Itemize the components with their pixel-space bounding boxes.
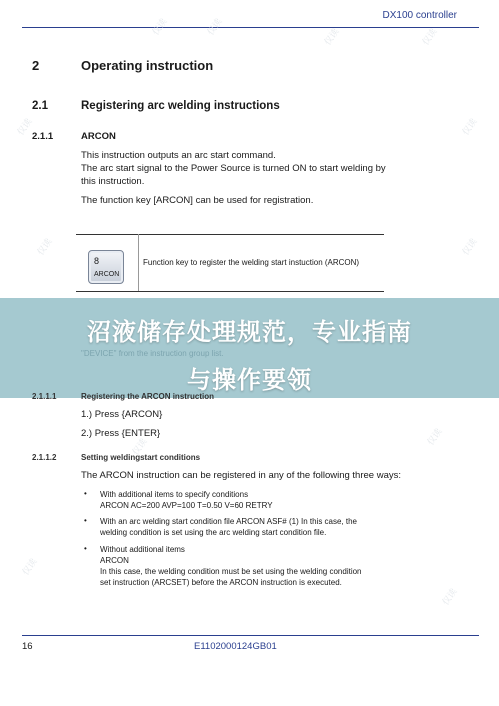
sub-1111-title: Registering the ARCON instruction bbox=[81, 392, 215, 401]
bullet-dot: • bbox=[84, 544, 87, 553]
watermark: 仅读 bbox=[322, 26, 341, 48]
footer-doc-code: E1102000124GB01 bbox=[194, 641, 277, 652]
watermark: 仅读 bbox=[425, 426, 444, 448]
watermark: 仅读 bbox=[15, 116, 34, 138]
bullet-line: set instruction (ARCSET) before the ARCON instruction is executed. bbox=[100, 578, 342, 587]
body-line: The function key [ARCON] can be used for registration. bbox=[81, 195, 314, 206]
bullet-line: ARCON bbox=[100, 556, 129, 565]
table-column-divider bbox=[138, 234, 139, 291]
watermark: 仅读 bbox=[460, 236, 479, 258]
header-rule bbox=[22, 27, 479, 28]
footer-rule bbox=[22, 635, 479, 636]
bullet-line: Without additional items bbox=[100, 545, 185, 554]
subsubsection-number: 2.1.1 bbox=[32, 131, 54, 142]
watermark: 仅读 bbox=[205, 16, 224, 38]
bullet-line: With additional items to specify conditions bbox=[100, 490, 249, 499]
key-label: ARCON bbox=[94, 271, 120, 278]
sub-1112-intro: The ARCON instruction can be registered in any of the following three ways: bbox=[81, 470, 401, 481]
watermark: 仅读 bbox=[20, 556, 39, 578]
bullet-dot: • bbox=[84, 489, 87, 498]
body-line: this instruction. bbox=[81, 176, 145, 187]
subsubsection-title: ARCON bbox=[81, 131, 116, 142]
sub-1112-title: Setting weldingstart conditions bbox=[81, 453, 201, 462]
arcon-key-icon bbox=[88, 250, 124, 284]
sub-1111-number: 2.1.1.1 bbox=[32, 392, 57, 401]
bullet-line: With an arc welding start condition file ARCON ASF# (1) In this case, the bbox=[100, 517, 357, 526]
bullet-line: In this case, the welding condition must be set using the welding condition bbox=[100, 567, 362, 576]
banner-title-line-1: 沼液储存处理规范，专业指南 bbox=[87, 319, 412, 346]
body-line: The arc start signal to the Power Source is turned ON to start welding by bbox=[81, 163, 386, 174]
bullet-line: welding condition is set using the arc welding start condition file. bbox=[100, 528, 327, 537]
banner-title-line-2: 与操作要领 bbox=[187, 367, 312, 394]
section-number: 2 bbox=[32, 58, 40, 73]
table-bottom-rule bbox=[76, 291, 384, 292]
step-2: 2.) Press {ENTER} bbox=[81, 428, 161, 439]
key-number: 8 bbox=[94, 256, 100, 266]
footer-page-number: 16 bbox=[22, 641, 33, 652]
header-title: DX100 controller bbox=[382, 10, 457, 21]
body-line: This instruction outputs an arc start command. bbox=[81, 150, 276, 161]
section-title: Operating instruction bbox=[81, 58, 214, 73]
subsection-title: Registering arc welding instructions bbox=[81, 100, 280, 112]
step-1: 1.) Press {ARCON} bbox=[81, 409, 163, 420]
watermark: 仅读 bbox=[460, 116, 479, 138]
watermark: 仅读 bbox=[440, 586, 459, 608]
watermark: 仅读 bbox=[150, 16, 169, 38]
watermark: 仅读 bbox=[420, 26, 439, 48]
watermark: 仅读 bbox=[35, 236, 54, 258]
table-top-rule bbox=[76, 234, 384, 235]
subsection-number: 2.1 bbox=[32, 100, 48, 112]
bullet-dot: • bbox=[84, 516, 87, 525]
bullet-line: ARCON AC=200 AVP=100 T=0.50 V=60 RETRY bbox=[100, 501, 273, 510]
watermark: 仅读 bbox=[130, 436, 149, 458]
sub-1112-number: 2.1.1.2 bbox=[32, 453, 57, 462]
key-description: Function key to register the welding start instuction (ARCON) bbox=[143, 258, 360, 267]
